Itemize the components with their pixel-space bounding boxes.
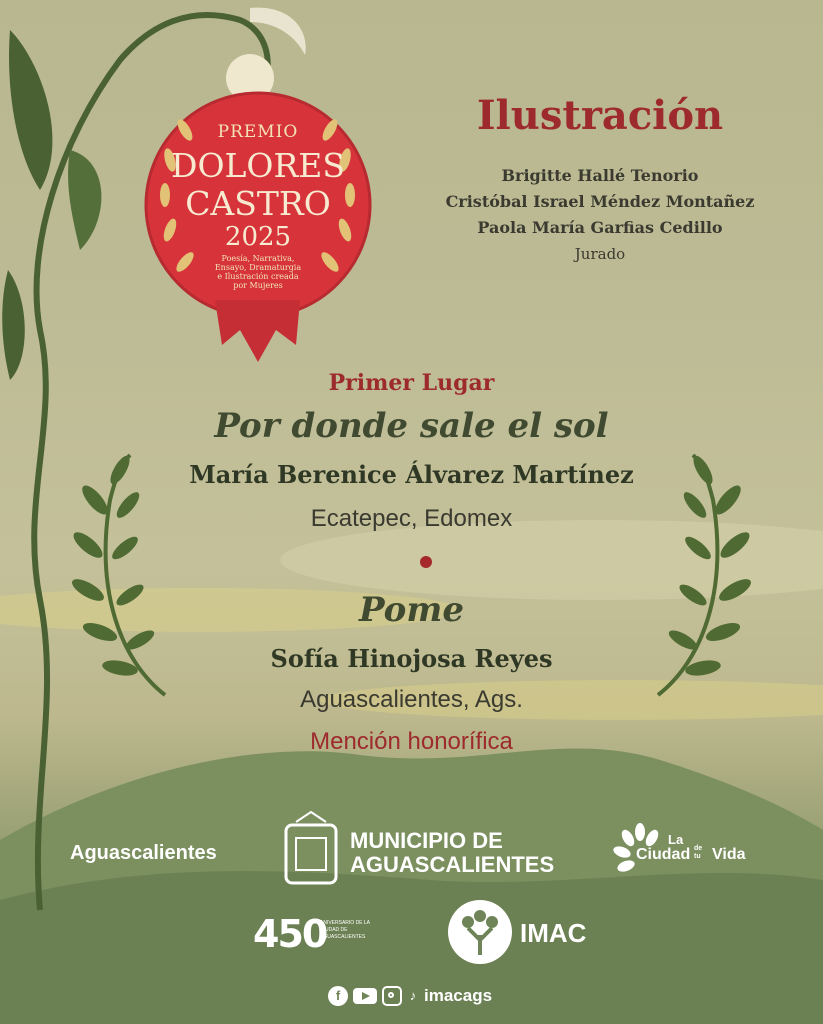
award-subtitle-line3: e Ilustración creada: [217, 272, 299, 281]
ciudad-vida-ciudad: Ciudad: [636, 846, 691, 863]
award-name-line2: CASTRO: [185, 184, 331, 223]
facebook-icon[interactable]: f: [328, 986, 348, 1006]
youtube-icon[interactable]: [353, 988, 377, 1004]
award-subtitle-line1: Poesía, Narrativa,: [221, 254, 295, 263]
award-subtitle-line2: Ensayo, Dramaturgia: [214, 263, 302, 272]
award-subtitle-line4: por Mujeres: [233, 281, 283, 290]
municipio-line1: MUNICIPIO DE: [350, 828, 503, 853]
jury-member-1: Brigitte Hallé Tenorio: [501, 166, 699, 185]
category-title: Ilustración: [476, 92, 724, 139]
first-place-label: Primer Lugar: [328, 370, 495, 396]
aniversario-number: 450: [253, 912, 327, 956]
honorable-author: Sofía Hinojosa Reyes: [270, 644, 553, 673]
honorable-city: Aguascalientes, Ags.: [300, 686, 523, 713]
award-year: 2025: [224, 222, 292, 252]
imac-label: IMAC: [520, 918, 587, 948]
social-bar: [328, 986, 492, 1006]
first-place-author: María Berenice Álvarez Martínez: [189, 460, 634, 489]
ciudad-vida-vida: Vida: [712, 846, 746, 863]
instagram-icon[interactable]: [382, 986, 402, 1006]
social-handle[interactable]: imacags: [424, 986, 493, 1005]
award-name-line1: DOLORES: [170, 146, 346, 185]
first-place-work-title: Por donde sale el sol: [214, 406, 609, 446]
municipio-line2: AGUASCALIENTES: [350, 852, 555, 877]
honorable-mention-label: Mención honorífica: [310, 728, 513, 755]
award-premio: PREMIO: [217, 122, 299, 142]
honorable-work-title: Pome: [359, 590, 464, 630]
first-place-city: Ecatepec, Edomex: [310, 505, 513, 532]
aguascalientes-state-logo: Aguascalientes: [70, 842, 217, 864]
tiktok-icon[interactable]: ♪: [409, 988, 417, 1003]
ciudad-vida-de: de tu: [694, 845, 703, 860]
jury-member-3: Paola María Garfias Cedillo: [477, 218, 723, 237]
jury-member-2: Cristóbal Israel Méndez Montañez: [445, 192, 755, 211]
aniversario-text: ANIVERSARIO DE LA CIUDAD DE AGUASCALIENTES: [320, 920, 370, 940]
jury-label: Jurado: [574, 245, 626, 263]
ciudad-vida-la: La: [668, 832, 684, 847]
